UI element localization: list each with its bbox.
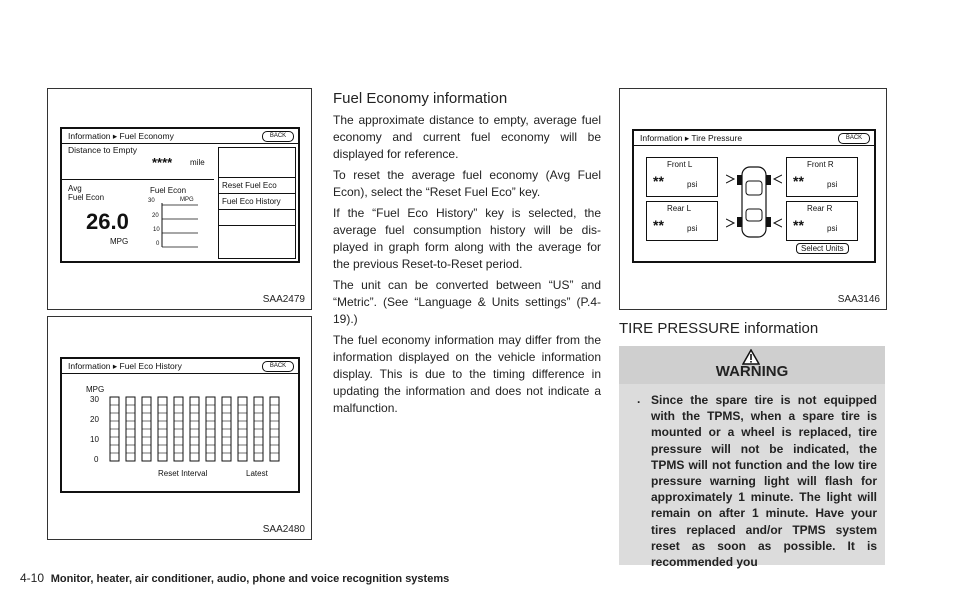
tick-label: 30: [148, 198, 155, 204]
tire-value: **: [793, 173, 804, 189]
tire-value: **: [793, 217, 804, 233]
screen-title-bar: [634, 131, 874, 146]
chapter-title: Monitor, heater, air conditioner, audio, phone and voice recognition systems: [50, 573, 450, 585]
screen-title: Information ▸ Tire Pressure: [640, 133, 743, 143]
paragraph: The fuel economy information may differ from the information displayed on the vehicle information display. This is due to the timing difference in updating the information and does not indicate a malfunction.: [333, 333, 601, 415]
fuel-econ-label: Fuel Econ: [150, 186, 187, 195]
tire-label: Front R: [807, 160, 834, 169]
fuel-econ-gauge: [158, 201, 202, 251]
figure-caption: SAA2480: [262, 524, 305, 535]
tire-unit: psi: [687, 224, 698, 233]
latest-label: Latest: [246, 469, 268, 478]
warning-body: [619, 384, 885, 570]
section-heading: TIRE PRESSURE information: [619, 320, 819, 337]
page-footer: [20, 571, 449, 585]
select-units-button[interactable]: Select Units: [796, 243, 849, 254]
avg-fuel-econ-unit: MPG: [110, 237, 129, 246]
tire-rear-left: [646, 201, 718, 241]
distance-label: Distance to Empty: [68, 145, 137, 155]
tire-front-right: [786, 157, 858, 197]
distance-value: ****: [152, 155, 173, 170]
fuel-eco-history-screen: [60, 357, 300, 493]
back-button[interactable]: BACK: [838, 133, 870, 144]
screen-title-bar: [62, 129, 298, 144]
menu-row-divider: [218, 225, 296, 226]
tick-label: 30: [90, 395, 99, 404]
tire-label: Rear L: [667, 204, 692, 213]
tick-label: 20: [152, 213, 159, 219]
warning-text: Since the spare tire is not equipped with the TPMS, when a spare tire is mounted or a wheel is replaced, tire pressure will not be indicated, the TPMS will not function and the low tire pressure warning light will flash for approximately 1 minute. The light will remain on after 1 minute. Have your tires replaced and/or TPMS system reset as soon as possible. It is recommended you: [651, 393, 877, 570]
tick-label: 10: [153, 227, 160, 233]
fuel-economy-screen: [60, 127, 300, 263]
fuel-eco-history-button[interactable]: Fuel Eco History: [222, 197, 281, 206]
tire-rear-right: [786, 201, 858, 241]
tire-value: **: [653, 173, 664, 189]
divider: [62, 179, 214, 180]
tire-unit: psi: [687, 180, 698, 189]
back-button[interactable]: BACK: [262, 361, 294, 372]
reset-fuel-eco-button[interactable]: Reset Fuel Eco: [222, 181, 277, 190]
screen-title-bar: [62, 359, 298, 374]
back-button[interactable]: BACK: [262, 131, 294, 142]
paragraph: If the “Fuel Eco History” key is selected, the average fuel consumption history will be dis-played in graph form along with the average for the previous Reset-to-Reset period.: [333, 206, 601, 271]
menu-row-divider: [218, 177, 296, 178]
reset-interval-label: Reset Interval: [158, 469, 208, 478]
mpg-label: MPG: [180, 197, 194, 203]
mpg-label: MPG: [86, 385, 105, 394]
figure-fuel-eco-history: [47, 316, 312, 540]
section-heading: Fuel Economy information: [333, 90, 508, 107]
section-body: [333, 112, 601, 421]
avg-fuel-econ-value: 26.0: [86, 209, 129, 234]
tire-unit: psi: [827, 180, 838, 189]
tick-label: 0: [156, 241, 160, 247]
tire-label: Front L: [667, 160, 693, 169]
tick-label: 0: [94, 455, 99, 464]
tick-label: 10: [90, 435, 99, 444]
screen-title: Information ▸ Fuel Economy: [68, 131, 174, 141]
figure-tire-pressure: [619, 88, 887, 310]
car-top-view-icon: [726, 163, 782, 243]
avg-fuel-econ-label: Avg Fuel Econ: [68, 184, 105, 202]
menu-row-divider: [218, 193, 296, 194]
tire-pressure-screen: [632, 129, 876, 263]
figure-caption: SAA2479: [262, 294, 305, 305]
tire-unit: psi: [827, 224, 838, 233]
tick-label: 20: [90, 415, 99, 424]
paragraph: To reset the average fuel economy (Avg Fuel Econ), select the “Reset Fuel Eco” key.: [333, 168, 601, 199]
tire-label: Rear R: [807, 204, 833, 213]
tire-front-left: [646, 157, 718, 197]
paragraph: The unit can be converted between “US” and “Metric”. (See “Language & Units settings” (P.4-19).): [333, 278, 601, 326]
fuel-eco-history-bars: [106, 395, 286, 465]
figure-caption: SAA3146: [837, 294, 880, 305]
page-number: 4-10: [20, 571, 45, 585]
bullet: .: [637, 392, 641, 406]
paragraph: The approximate distance to empty, average fuel economy and current fuel economy will be displayed for reference.: [333, 113, 601, 161]
tire-value: **: [653, 217, 664, 233]
menu-row-divider: [218, 209, 296, 210]
figure-fuel-economy: [47, 88, 312, 310]
distance-unit: mile: [190, 158, 205, 167]
warning-title: WARNING: [715, 363, 789, 380]
warning-header: [619, 346, 885, 384]
screen-title: Information ▸ Fuel Eco History: [68, 361, 182, 371]
